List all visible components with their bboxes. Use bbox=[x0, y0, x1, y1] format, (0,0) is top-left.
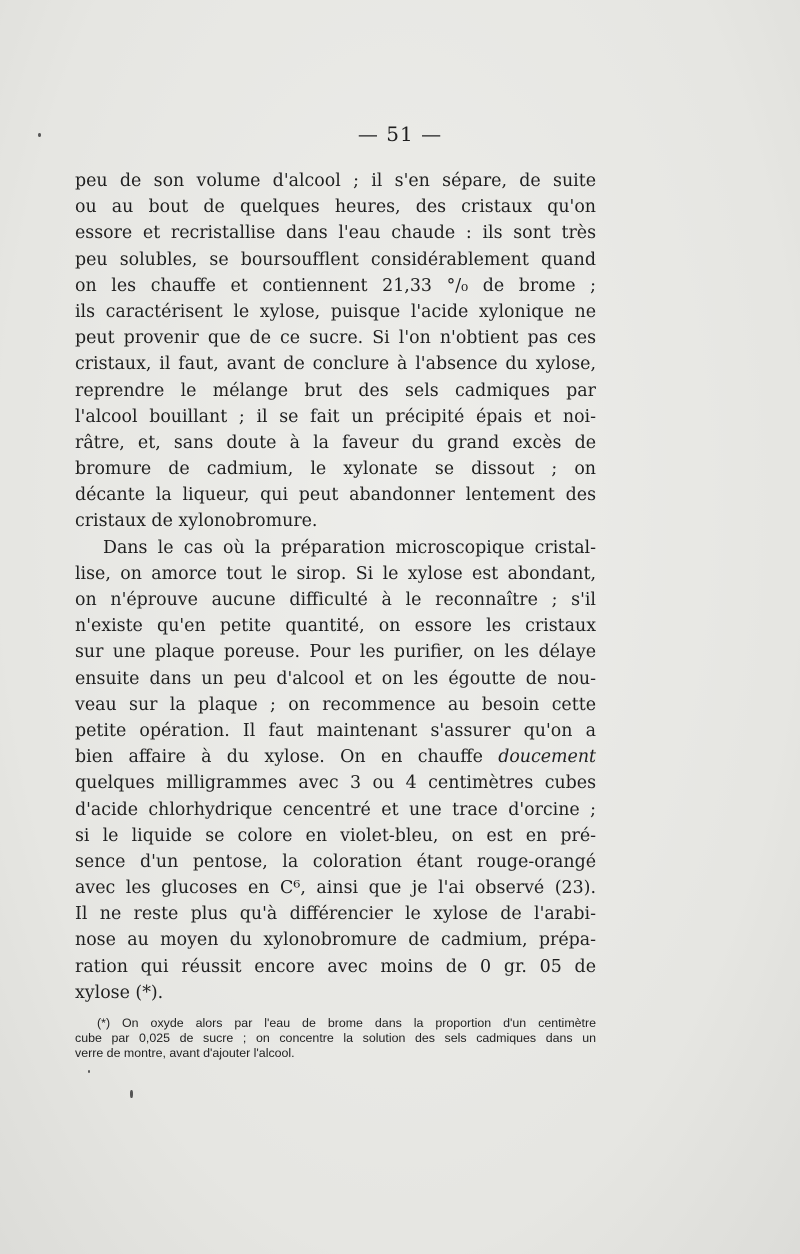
paper-speck bbox=[130, 1090, 133, 1098]
text-line: d'acide chlorhydrique cencentré et une trace d'orcine ; bbox=[75, 799, 596, 820]
text-line: ensuite dans un peu d'alcool et on les égoutte de nou- bbox=[75, 668, 596, 689]
text-line: on les chauffe et contiennent 21,33 °/₀ de brome ; bbox=[75, 275, 596, 296]
text-line: petite opération. Il faut maintenant s'assurer qu'on a bbox=[75, 720, 596, 741]
text-line: râtre, et, sans doute à la faveur du grand excès de bbox=[75, 432, 596, 453]
text-line: ils caractérisent le xylose, puisque l'acide xylonique ne bbox=[75, 301, 596, 322]
text-line: n'existe qu'en petite quantité, on essore les cristaux bbox=[75, 616, 596, 637]
text-line: l'alcool bouillant ; il se fait un précipité épais et noi- bbox=[75, 406, 596, 427]
page-number: — 51 — bbox=[357, 122, 443, 146]
italic-word: doucement bbox=[498, 747, 597, 768]
text-line: sur une plaque poreuse. Pour les purifier, on les délaye bbox=[75, 642, 596, 663]
text-line: xylose (*). bbox=[75, 982, 164, 1003]
text-line: décante la liqueur, qui peut abandonner lentement des bbox=[75, 485, 596, 506]
text-line: ou au bout de quelques heures, des cristaux qu'on bbox=[75, 197, 596, 218]
paper-speck bbox=[88, 1070, 90, 1073]
footnote-line: (*) On oxyde alors par l'eau de brome dans la proportion d'un centimètre bbox=[97, 1016, 596, 1030]
text-line: avec les glucoses en C⁶, ainsi que je l'ai observé (23). bbox=[75, 878, 596, 899]
body-text bbox=[75, 168, 596, 1006]
footnote bbox=[75, 1016, 596, 1061]
text-line: si le liquide se colore en violet-bleu, on est en pré- bbox=[75, 825, 596, 846]
text-line: on n'éprouve aucune difficulté à le reconnaître ; s'il bbox=[75, 590, 596, 610]
text-line: essore et recristallise dans l'eau chaude : ils sont très bbox=[75, 223, 596, 244]
text-line: peut provenir que de ce sucre. Si l'on n'obtient pas ces bbox=[75, 328, 596, 349]
text-line-with-italic bbox=[75, 744, 596, 770]
text-line: reprendre le mélange brut des sels cadmiques par bbox=[75, 380, 596, 401]
text-line: peu solubles, se boursoufflent considérablement quand bbox=[75, 249, 596, 270]
text-line: Il ne reste plus qu'à différencier le xylose de l'arabi- bbox=[75, 904, 596, 925]
text-line: veau sur la plaque ; on recommence au besoin cette bbox=[75, 694, 596, 715]
text-line: sence d'un pentose, la coloration étant rouge-orangé bbox=[75, 851, 596, 872]
text-line: bromure de cadmium, le xylonate se dissout ; on bbox=[75, 459, 596, 480]
paragraph-start-line: Dans le cas où la préparation microscopique cristal- bbox=[103, 537, 596, 558]
text-line: nose au moyen du xylonobromure de cadmium, prépa- bbox=[75, 930, 596, 951]
footnote-line: verre de montre, avant d'ajouter l'alcool. bbox=[75, 1046, 295, 1060]
paper-speck bbox=[38, 133, 41, 137]
text-line: cristaux de xylonobromure. bbox=[75, 511, 318, 532]
text-line: ration qui réussit encore avec moins de 0 gr. 05 de bbox=[75, 956, 596, 977]
text-line: lise, on amorce tout le sirop. Si le xylose est abondant, bbox=[75, 563, 596, 584]
footnote-line: cube par 0,025 de sucre ; on concentre la solution des sels cadmiques dans un bbox=[75, 1031, 596, 1045]
text-line: quelques milligrammes avec 3 ou 4 centimètres cubes bbox=[75, 773, 596, 794]
text-line: peu de son volume d'alcool ; il s'en sépare, de suite bbox=[75, 171, 596, 191]
text-segment: bien affaire à du xylose. On en chauffe bbox=[75, 747, 483, 768]
text-line: cristaux, il faut, avant de conclure à l'absence du xylose, bbox=[75, 354, 596, 375]
